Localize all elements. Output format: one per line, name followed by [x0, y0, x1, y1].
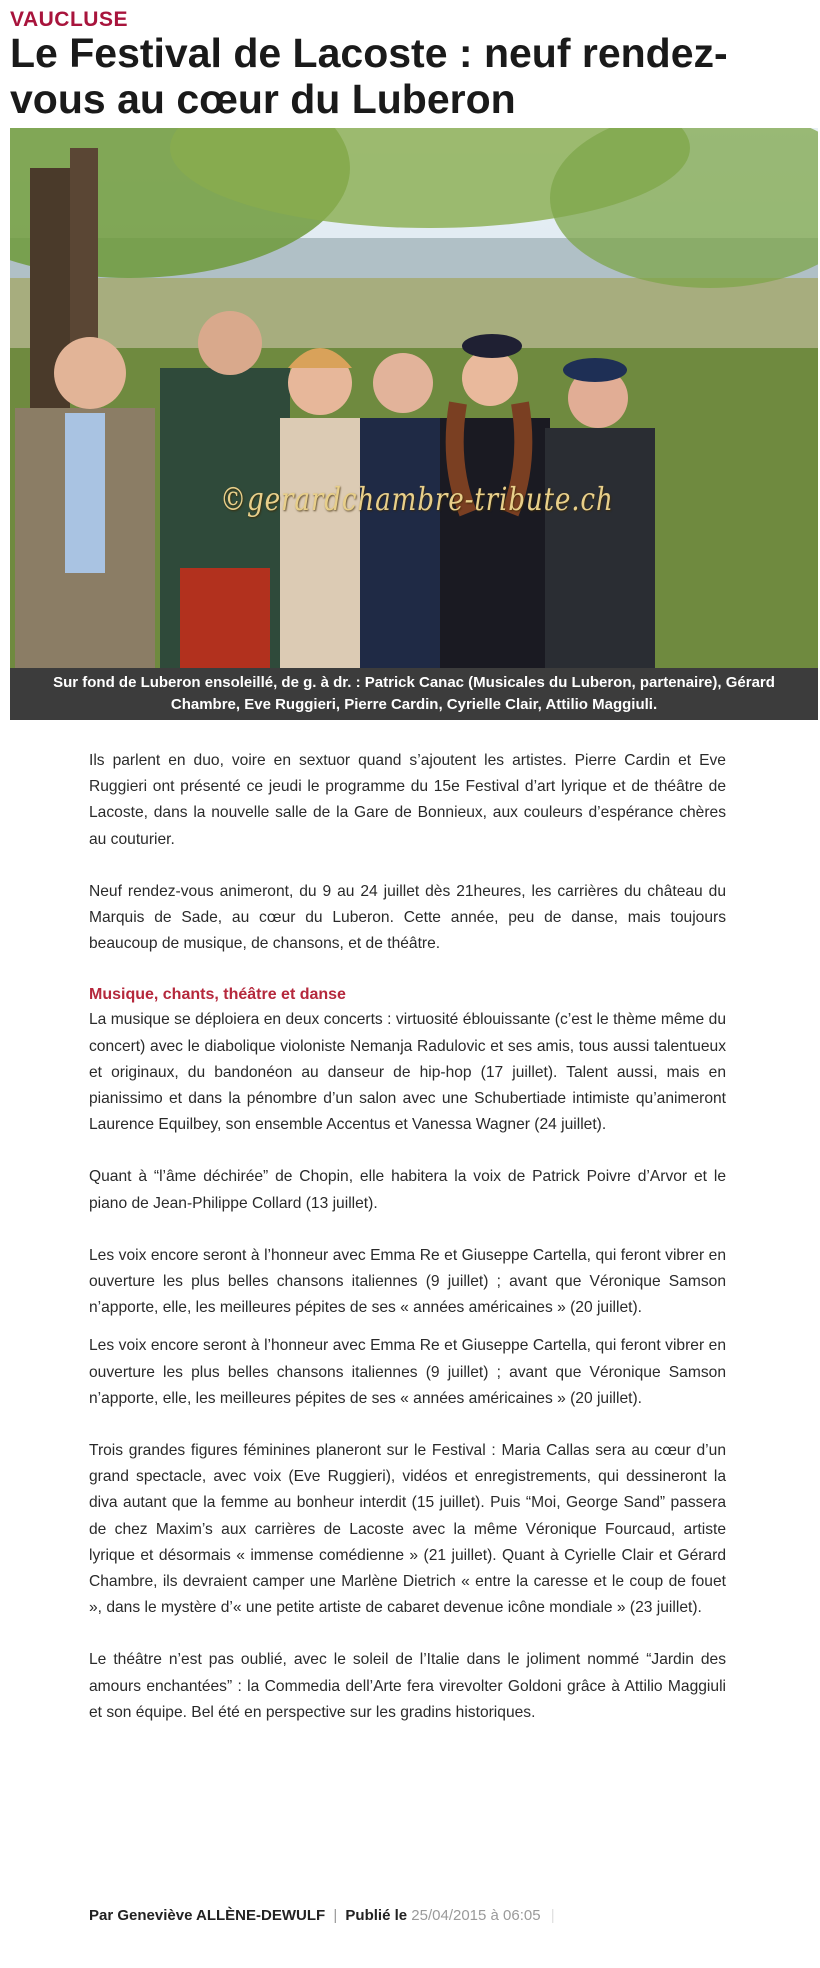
photo-watermark: ©gerardchambre-tribute.ch [220, 480, 614, 518]
paragraph: Ils parlent en duo, voire en sextuor quand s’ajoutent les artistes. Pierre Cardin et Eve Ruggieri ont présenté ce jeudi le programme du 15e Festival d’art lyrique et de théâtre de Lacoste, dans la nouvelle salle de la Gare de Bonnieux, aux couleurs d’espérance chères au couturier. [89, 752, 726, 848]
paragraph: Les voix encore seront à l’honneur avec Emma Re et Giuseppe Cartella, qui feront vibrer en ouverture les plus belles chansons italiennes (9 juillet) ; avant que Véronique Samson n’apporte, elle, les meilleures pépites de ses « années américaines » (20 juillet). [89, 1337, 726, 1407]
group-photo-illustration [10, 128, 818, 668]
paragraph: Le théâtre n’est pas oublié, avec le soleil de l’Italie dans le joliment nommé “Jardin des amours enchantées” : la Commedia dell’Arte fera virevolter Goldoni grâce à Attilio Maggiuli et son équipe. Bel été en perspective sur les gradins historiques. [89, 1651, 726, 1721]
article-title: Le Festival de Lacoste : neuf rendez-vous au cœur du Luberon [10, 30, 728, 122]
paragraph: La musique se déploiera en deux concerts : virtuosité éblouissante (c’est le thème même du concert) avec le diabolique violoniste Nemanja Radulovic et ses amis, tous aussi talentueux et originaux, du bandonéon au danseur de hip-hop (17 juillet). Talent aussi, mais en pianissimo et dans la pénombre d’un salon avec une Schubertiade intimiste qu’animeront Laurence Equilbey, son ensemble Accentus et Vanessa Wagner (24 juillet). [89, 1011, 726, 1134]
author-name[interactable]: Geneviève ALLÈNE-DEWULF [117, 1907, 326, 1924]
paragraph: Quant à “l’âme déchirée” de Chopin, elle habitera la voix de Patrick Poivre d’Arvor et le piano de Jean-Philippe Collard (13 juillet). [89, 1168, 726, 1212]
byline-trailing-separator: | [550, 1907, 555, 1924]
byline-prefix: Par [89, 1907, 114, 1924]
byline-separator: | [333, 1907, 338, 1924]
paragraph: Neuf rendez-vous animeront, du 9 au 24 juillet dès 21heures, les carrières du château du Marquis de Sade, au cœur du Luberon. Cette année, peu de danse, mais toujours beaucoup de musique, de chansons, et de théâtre. [89, 882, 726, 953]
section-kicker[interactable]: VAUCLUSE [10, 8, 128, 31]
article-body [89, 748, 726, 1726]
publish-date: 25/04/2015 à 06:05 [411, 1907, 541, 1924]
photo-caption: Sur fond de Luberon ensoleillé, de g. à dr. : Patrick Canac (Musicales du Luberon, partenaire), Gérard Chambre, Eve Ruggieri, Pierre Cardin, Cyrielle Clair, Attilio Maggiuli. [10, 668, 818, 720]
paragraph: Les voix encore seront à l’honneur avec Emma Re et Giuseppe Cartella, qui feront vibrer en ouverture les plus belles chansons italiennes (9 juillet) ; avant que Véronique Samson n’apporte, elle, les meilleures pépites de ses « années américaines » (20 juillet). [89, 1246, 726, 1317]
paragraph: Trois grandes figures féminines planeront sur le Festival : Maria Callas sera au cœur d’un grand spectacle, avec voix (Eve Ruggieri), vidéos et enregistrements, qui dessineront la diva autant que la femme au bonheur interdit (15 juillet). Puis “Moi, George Sand” passera de chez Maxim’s aux carrières de Lacoste avec la même Véronique Fourcaud, artiste lyrique et désormais « immense comédienne » (21 juillet). Quant à Cyrielle Clair et Gérard Chambre, ils devraient camper une Marlène Dietrich « entre la caresse et le coup de fouet », dans le mystère d’« une petite artiste de cabaret devenue icône mondiale » (23 juillet). [89, 1442, 726, 1617]
published-label: Publié le [345, 1907, 408, 1924]
article-photo [10, 128, 818, 668]
byline [89, 1907, 555, 1924]
section-subheading: Musique, chants, théâtre et danse [89, 986, 346, 1004]
